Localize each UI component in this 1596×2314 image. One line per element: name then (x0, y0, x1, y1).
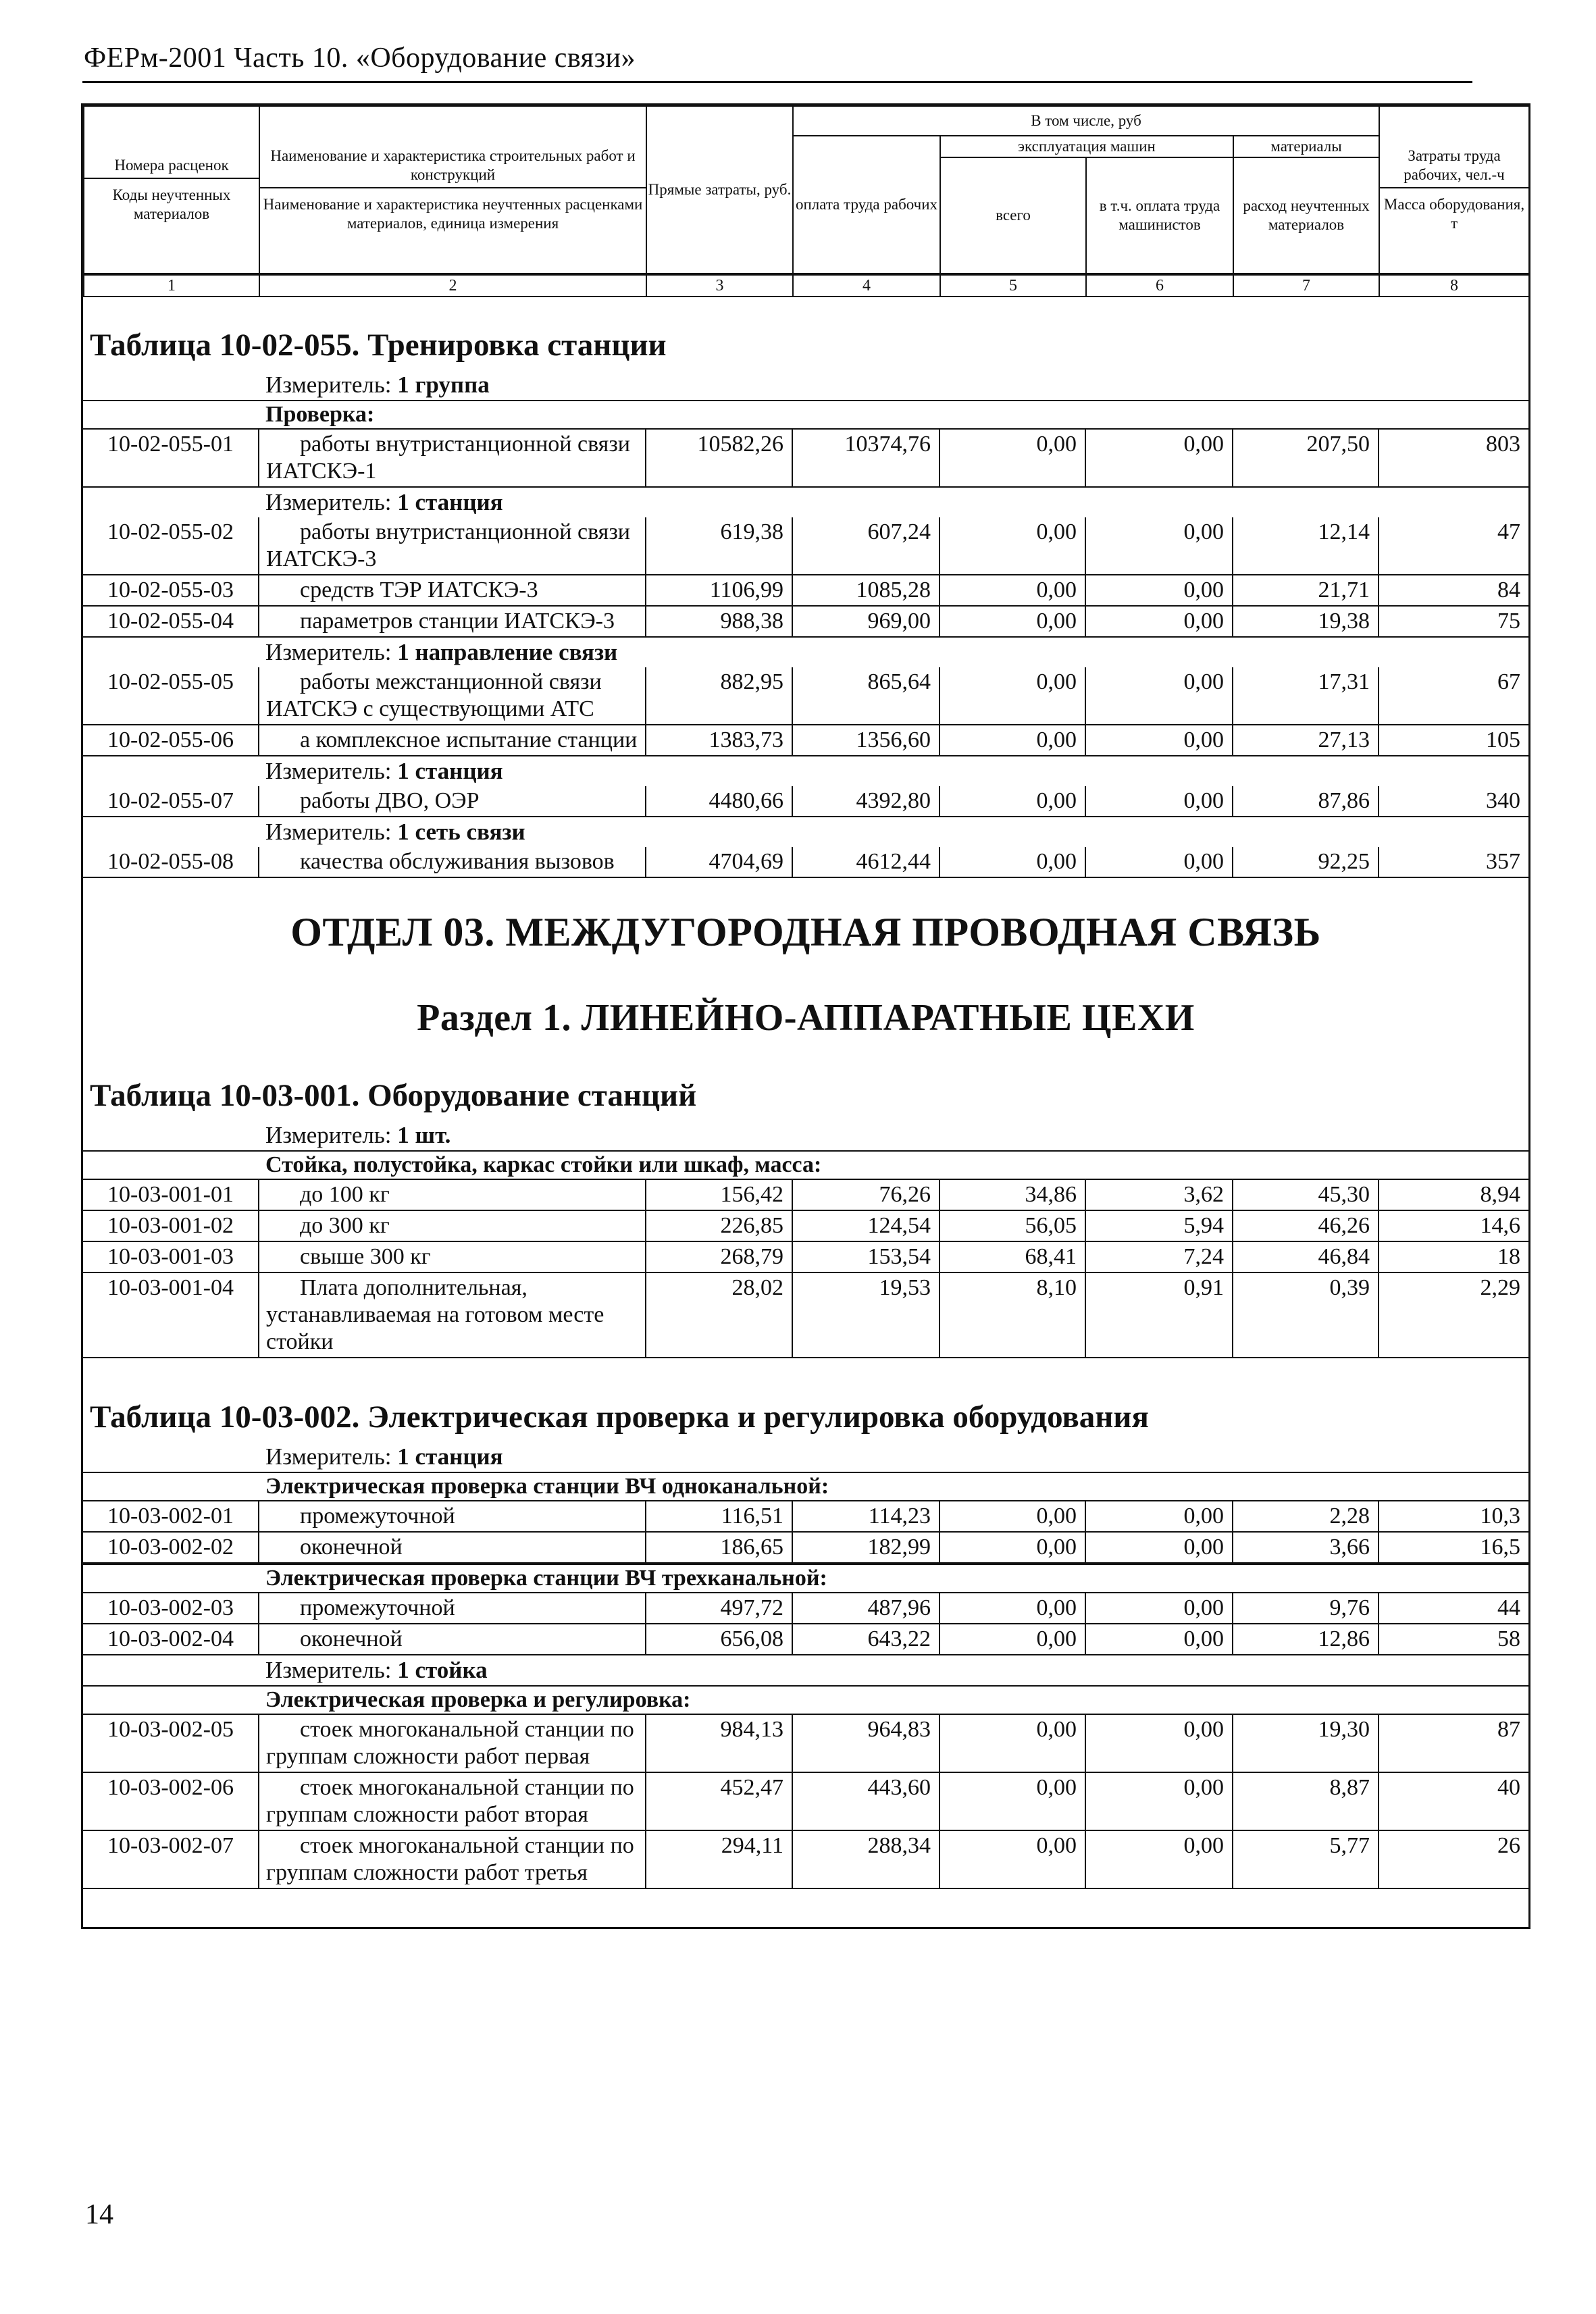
machinists-pay: 0,00 (1085, 1830, 1233, 1888)
labor-hours: 10,3 (1379, 1501, 1528, 1532)
work-name (259, 725, 646, 756)
labor-pay: 114,23 (792, 1501, 939, 1532)
group-label: Электрическая проверка станции ВЧ одноканальной: (83, 1472, 1528, 1501)
labor-pay: 487,96 (792, 1593, 939, 1624)
rates-table (83, 847, 1528, 878)
column-numbers (83, 274, 1530, 297)
labor-hours: 803 (1379, 430, 1528, 487)
materials: 87,86 (1233, 786, 1379, 817)
labor-hours: 105 (1379, 725, 1528, 756)
rates-table (83, 667, 1528, 756)
direct-cost: 268,79 (646, 1241, 792, 1272)
column-number: 1 (84, 275, 259, 297)
work-name-text: промежуточной (300, 1503, 455, 1528)
work-name-text: свыше 300 кг (300, 1244, 431, 1269)
labor-pay: 969,00 (792, 606, 939, 637)
materials: 92,25 (1233, 847, 1379, 877)
work-name-text: оконечной (300, 1535, 403, 1560)
machinists-pay: 0,00 (1085, 606, 1233, 637)
rate-code: 10-02-055-04 (83, 606, 259, 637)
table-055 (83, 370, 1528, 878)
table-001-title: Таблица 10-03-001. Оборудование станций (90, 1078, 697, 1113)
header-codes (84, 106, 259, 274)
group-label: Электрическая проверка и регулировка: (83, 1685, 1528, 1715)
materials: 45,30 (1233, 1180, 1379, 1210)
labor-hours: 16,5 (1379, 1532, 1528, 1563)
machines-total: 0,00 (939, 1772, 1085, 1830)
column-header (83, 105, 1530, 274)
machinists-pay: 7,24 (1085, 1241, 1233, 1272)
labor-hours: 8,94 (1379, 1180, 1528, 1210)
machines-total: 56,05 (939, 1210, 1085, 1241)
rates-document (81, 103, 1530, 1929)
work-name (259, 847, 646, 877)
measure-value: 1 станция (397, 489, 503, 515)
labor-pay: 76,26 (792, 1180, 939, 1210)
machinists-pay: 0,00 (1085, 1772, 1233, 1830)
materials: 19,38 (1233, 606, 1379, 637)
header-labor-hours: Затраты труда рабочих, чел.-ч (1380, 147, 1528, 188)
labor-hours: 2,29 (1379, 1272, 1528, 1358)
header-machines: эксплуатация машин (940, 136, 1233, 157)
work-name (259, 1501, 646, 1532)
machinists-pay: 0,00 (1085, 517, 1233, 575)
machines-total: 0,00 (939, 430, 1085, 487)
table-002-title: Таблица 10-03-002. Электрическая проверка и регулировка оборудования (90, 1399, 1149, 1435)
measure-value: 1 сеть связи (397, 819, 525, 845)
table-row (83, 1501, 1528, 1532)
table-row (83, 1715, 1528, 1772)
work-name (259, 430, 646, 487)
direct-cost: 988,38 (646, 606, 792, 637)
table-002 (83, 1442, 1528, 1889)
machines-total: 8,10 (939, 1272, 1085, 1358)
materials: 46,84 (1233, 1241, 1379, 1272)
table-row (83, 1272, 1528, 1358)
header-direct-costs: Прямые затраты, руб. (646, 106, 793, 274)
column-number: 4 (793, 275, 940, 297)
labor-hours: 26 (1379, 1830, 1528, 1888)
rate-code: 10-02-055-03 (83, 575, 259, 606)
header-material-codes: Коды неучтенных материалов (112, 186, 231, 222)
materials: 46,26 (1233, 1210, 1379, 1241)
labor-hours: 357 (1379, 847, 1528, 877)
measure-prefix: Измеритель: (265, 758, 392, 784)
labor-hours: 58 (1379, 1624, 1528, 1655)
labor-pay: 4392,80 (792, 786, 939, 817)
labor-pay: 182,99 (792, 1532, 939, 1563)
table-row (83, 517, 1528, 575)
machinists-pay: 0,00 (1085, 847, 1233, 877)
rates-table (83, 517, 1528, 638)
work-name (259, 606, 646, 637)
work-name-text: а комплексное испытание станции (300, 727, 638, 752)
work-name-text: оконечной (300, 1626, 403, 1651)
work-name (259, 786, 646, 817)
machinists-pay: 0,00 (1085, 1593, 1233, 1624)
measure-unit (83, 1121, 1528, 1150)
group-label: Стойка, полустойка, каркас стойки или шкаф, масса: (83, 1150, 1528, 1180)
rate-code: 10-02-055-07 (83, 786, 259, 817)
table-row (83, 1180, 1528, 1210)
direct-cost: 156,42 (646, 1180, 792, 1210)
section-title: ОТДЕЛ 03. МЕЖДУГОРОДНАЯ ПРОВОДНАЯ СВЯЗЬ (290, 910, 1321, 954)
labor-pay: 10374,76 (792, 430, 939, 487)
materials: 5,77 (1233, 1830, 1379, 1888)
direct-cost: 4704,69 (646, 847, 792, 877)
rate-code: 10-03-001-03 (83, 1241, 259, 1272)
column-number: 2 (259, 275, 646, 297)
rates-table (83, 1501, 1528, 1564)
work-name (259, 1241, 646, 1272)
machines-total: 0,00 (939, 1624, 1085, 1655)
machines-total: 0,00 (939, 1532, 1085, 1563)
machines-total: 0,00 (939, 1715, 1085, 1772)
materials: 3,66 (1233, 1532, 1379, 1563)
column-number: 3 (646, 275, 793, 297)
header-rate-numbers: Номера расценок (84, 156, 259, 179)
materials: 17,31 (1233, 667, 1379, 725)
measure-prefix: Измеритель: (265, 1122, 392, 1148)
machines-total: 34,86 (939, 1180, 1085, 1210)
direct-cost: 452,47 (646, 1772, 792, 1830)
labor-pay: 153,54 (792, 1241, 939, 1272)
labor-hours: 84 (1379, 575, 1528, 606)
rate-code: 10-02-055-05 (83, 667, 259, 725)
work-name (259, 1272, 646, 1358)
work-name-text: стоек многоканальной станции по группам сложности работ третья (266, 1833, 634, 1885)
rate-code: 10-03-002-02 (83, 1532, 259, 1563)
table-row (83, 1830, 1528, 1888)
header-labor-pay: оплата труда рабочих (793, 136, 940, 274)
measure-unit (83, 488, 1528, 517)
labor-pay: 4612,44 (792, 847, 939, 877)
rate-code: 10-03-002-03 (83, 1593, 259, 1624)
machines-total: 0,00 (939, 1593, 1085, 1624)
table-row (83, 606, 1528, 637)
work-name-text: параметров станции ИАТСКЭ-3 (300, 609, 615, 634)
machines-total: 68,41 (939, 1241, 1085, 1272)
table-row (83, 430, 1528, 487)
labor-pay: 19,53 (792, 1272, 939, 1358)
table-row (83, 847, 1528, 877)
group-label: Электрическая проверка станции ВЧ трехканальной: (83, 1564, 1528, 1593)
work-name-text: работы внутристанционной связи ИАТСКЭ-3 (266, 519, 630, 571)
work-name-text: работы ДВО, ОЭР (300, 788, 480, 813)
work-name (259, 1772, 646, 1830)
measure-prefix: Измеритель: (265, 371, 392, 398)
direct-cost: 28,02 (646, 1272, 792, 1358)
measure-unit (83, 1442, 1528, 1472)
subsection-title: Раздел 1. ЛИНЕЙНО-АППАРАТНЫЕ ЦЕХИ (417, 997, 1195, 1039)
machines-total: 0,00 (939, 1501, 1085, 1532)
machines-total: 0,00 (939, 575, 1085, 606)
measure-unit (83, 817, 1528, 847)
labor-hours: 67 (1379, 667, 1528, 725)
table-row (83, 1624, 1528, 1655)
measure-unit (83, 756, 1528, 786)
column-number: 6 (1086, 275, 1233, 297)
machinists-pay: 0,00 (1085, 786, 1233, 817)
header-machines-total: всего (940, 157, 1086, 274)
materials: 8,87 (1233, 1772, 1379, 1830)
materials: 9,76 (1233, 1593, 1379, 1624)
work-name-text: работы внутристанционной связи ИАТСКЭ-1 (266, 432, 630, 484)
materials: 19,30 (1233, 1715, 1379, 1772)
measure-value: 1 шт. (397, 1122, 451, 1148)
work-name (259, 517, 646, 575)
table-row (83, 575, 1528, 606)
machinists-pay: 0,00 (1085, 430, 1233, 487)
machines-total: 0,00 (939, 606, 1085, 637)
machinists-pay: 0,00 (1085, 1532, 1233, 1563)
work-name-text: Плата дополнительная, устанавливаемая на готовом месте стойки (266, 1275, 604, 1354)
table-row (83, 725, 1528, 756)
work-name (259, 1624, 646, 1655)
materials: 12,86 (1233, 1624, 1379, 1655)
rate-code: 10-03-001-01 (83, 1180, 259, 1210)
direct-cost: 226,85 (646, 1210, 792, 1241)
table-row (83, 1210, 1528, 1241)
machinists-pay: 0,00 (1085, 1501, 1233, 1532)
machinists-pay: 3,62 (1085, 1180, 1233, 1210)
page-number: 14 (85, 2199, 113, 2230)
table-row (83, 1532, 1528, 1563)
running-head-rule (82, 81, 1472, 83)
direct-cost: 116,51 (646, 1501, 792, 1532)
work-name (259, 1715, 646, 1772)
header-machinists-pay: в т.ч. оплата труда машинистов (1086, 157, 1233, 274)
measure-unit (83, 370, 1528, 400)
document-bottom-space (83, 1889, 1528, 1927)
measure-prefix: Измеритель: (265, 819, 392, 845)
column-number: 8 (1379, 275, 1529, 297)
rate-code: 10-03-002-05 (83, 1715, 259, 1772)
work-name-text: качества обслуживания вызовов (300, 849, 615, 874)
header-material-name: Наименование и характеристика неучтенных расценками материалов, единица измерения (263, 196, 643, 232)
machinists-pay: 0,00 (1085, 725, 1233, 756)
materials: 207,50 (1233, 430, 1379, 487)
materials: 27,13 (1233, 725, 1379, 756)
measure-prefix: Измеритель: (265, 1657, 392, 1683)
measure-value: 1 станция (397, 758, 503, 784)
running-head: ФЕРм-2001 Часть 10. «Оборудование связи» (84, 43, 636, 74)
labor-pay: 607,24 (792, 517, 939, 575)
header-equipment-mass: Масса оборудования, т (1383, 196, 1525, 232)
table-row (83, 667, 1528, 725)
direct-cost: 294,11 (646, 1830, 792, 1888)
rate-code: 10-03-002-07 (83, 1830, 259, 1888)
rate-code: 10-02-055-06 (83, 725, 259, 756)
work-name (259, 1532, 646, 1563)
labor-pay: 288,34 (792, 1830, 939, 1888)
work-name-text: стоек многоканальной станции по группам сложности работ первая (266, 1717, 634, 1769)
labor-pay: 865,64 (792, 667, 939, 725)
work-name-text: до 300 кг (300, 1213, 390, 1238)
rates-table (83, 1715, 1528, 1889)
rates-table (83, 786, 1528, 817)
machinists-pay: 0,00 (1085, 667, 1233, 725)
labor-hours: 87 (1379, 1715, 1528, 1772)
machinists-pay: 0,91 (1085, 1272, 1233, 1358)
machinists-pay: 0,00 (1085, 1715, 1233, 1772)
work-name (259, 1180, 646, 1210)
rate-code: 10-03-002-04 (83, 1624, 259, 1655)
machinists-pay: 0,00 (1085, 1624, 1233, 1655)
column-number: 7 (1233, 275, 1379, 297)
direct-cost: 10582,26 (646, 430, 792, 487)
work-name-text: до 100 кг (300, 1182, 390, 1207)
labor-pay: 1085,28 (792, 575, 939, 606)
measure-prefix: Измеритель: (265, 489, 392, 515)
work-name (259, 575, 646, 606)
measure-unit (83, 638, 1528, 667)
direct-cost: 1106,99 (646, 575, 792, 606)
direct-cost: 1383,73 (646, 725, 792, 756)
rates-table (83, 1593, 1528, 1655)
labor-pay: 443,60 (792, 1772, 939, 1830)
header-materials: материалы (1233, 136, 1379, 157)
measure-value: 1 группа (397, 371, 490, 398)
materials: 2,28 (1233, 1501, 1379, 1532)
direct-cost: 497,72 (646, 1593, 792, 1624)
work-name (259, 1830, 646, 1888)
machinists-pay: 5,94 (1085, 1210, 1233, 1241)
table-001 (83, 1121, 1528, 1358)
rate-code: 10-02-055-02 (83, 517, 259, 575)
table-row (83, 1772, 1528, 1830)
work-name (259, 1210, 646, 1241)
header-materials-consumption: расход неучтенных материалов (1233, 157, 1379, 274)
rate-code: 10-03-002-06 (83, 1772, 259, 1830)
labor-hours: 40 (1379, 1772, 1528, 1830)
materials: 12,14 (1233, 517, 1379, 575)
labor-hours: 75 (1379, 606, 1528, 637)
table-055-title: Таблица 10-02-055. Тренировка станции (90, 328, 667, 363)
labor-hours: 47 (1379, 517, 1528, 575)
column-number: 5 (940, 275, 1086, 297)
rate-code: 10-03-001-04 (83, 1272, 259, 1358)
work-name (259, 1593, 646, 1624)
header-work-name: Наименование и характеристика строительных работ и конструкций (260, 147, 646, 188)
work-name-text: стоек многоканальной станции по группам сложности работ вторая (266, 1775, 634, 1827)
rate-code: 10-03-002-01 (83, 1501, 259, 1532)
direct-cost: 882,95 (646, 667, 792, 725)
group-label: Проверка: (83, 400, 1528, 430)
materials: 21,71 (1233, 575, 1379, 606)
labor-hours: 14,6 (1379, 1210, 1528, 1241)
work-name-text: средств ТЭР ИАТСКЭ-3 (300, 577, 538, 602)
rates-table (83, 430, 1528, 488)
measure-value: 1 стойка (397, 1657, 488, 1683)
work-name-text: работы межстанционной связи ИАТСКЭ с существующими АТС (266, 669, 602, 721)
machines-total: 0,00 (939, 847, 1085, 877)
labor-pay: 1356,60 (792, 725, 939, 756)
measure-unit (83, 1655, 1528, 1685)
machines-total: 0,00 (939, 786, 1085, 817)
machinists-pay: 0,00 (1085, 575, 1233, 606)
labor-pay: 964,83 (792, 1715, 939, 1772)
work-name (259, 667, 646, 725)
measure-value: 1 станция (397, 1443, 503, 1470)
rate-code: 10-03-001-02 (83, 1210, 259, 1241)
table-row (83, 786, 1528, 817)
labor-hours: 44 (1379, 1593, 1528, 1624)
header-labor-mass (1379, 106, 1529, 274)
labor-pay: 124,54 (792, 1210, 939, 1241)
machines-total: 0,00 (939, 1830, 1085, 1888)
direct-cost: 656,08 (646, 1624, 792, 1655)
machines-total: 0,00 (939, 667, 1085, 725)
machines-total: 0,00 (939, 517, 1085, 575)
measure-prefix: Измеритель: (265, 639, 392, 665)
work-name-text: промежуточной (300, 1595, 455, 1620)
rate-code: 10-02-055-08 (83, 847, 259, 877)
direct-cost: 4480,66 (646, 786, 792, 817)
machines-total: 0,00 (939, 725, 1085, 756)
direct-cost: 619,38 (646, 517, 792, 575)
direct-cost: 186,65 (646, 1532, 792, 1563)
rate-code: 10-02-055-01 (83, 430, 259, 487)
header-including: В том числе, руб (793, 106, 1379, 136)
labor-pay: 643,22 (792, 1624, 939, 1655)
labor-hours: 18 (1379, 1241, 1528, 1272)
measure-prefix: Измеритель: (265, 1443, 392, 1470)
table-row (83, 1593, 1528, 1624)
labor-hours: 340 (1379, 786, 1528, 817)
direct-cost: 984,13 (646, 1715, 792, 1772)
rates-table (83, 1180, 1528, 1358)
header-names (259, 106, 646, 274)
materials: 0,39 (1233, 1272, 1379, 1358)
measure-value: 1 направление связи (397, 639, 618, 665)
table-row (83, 1241, 1528, 1272)
